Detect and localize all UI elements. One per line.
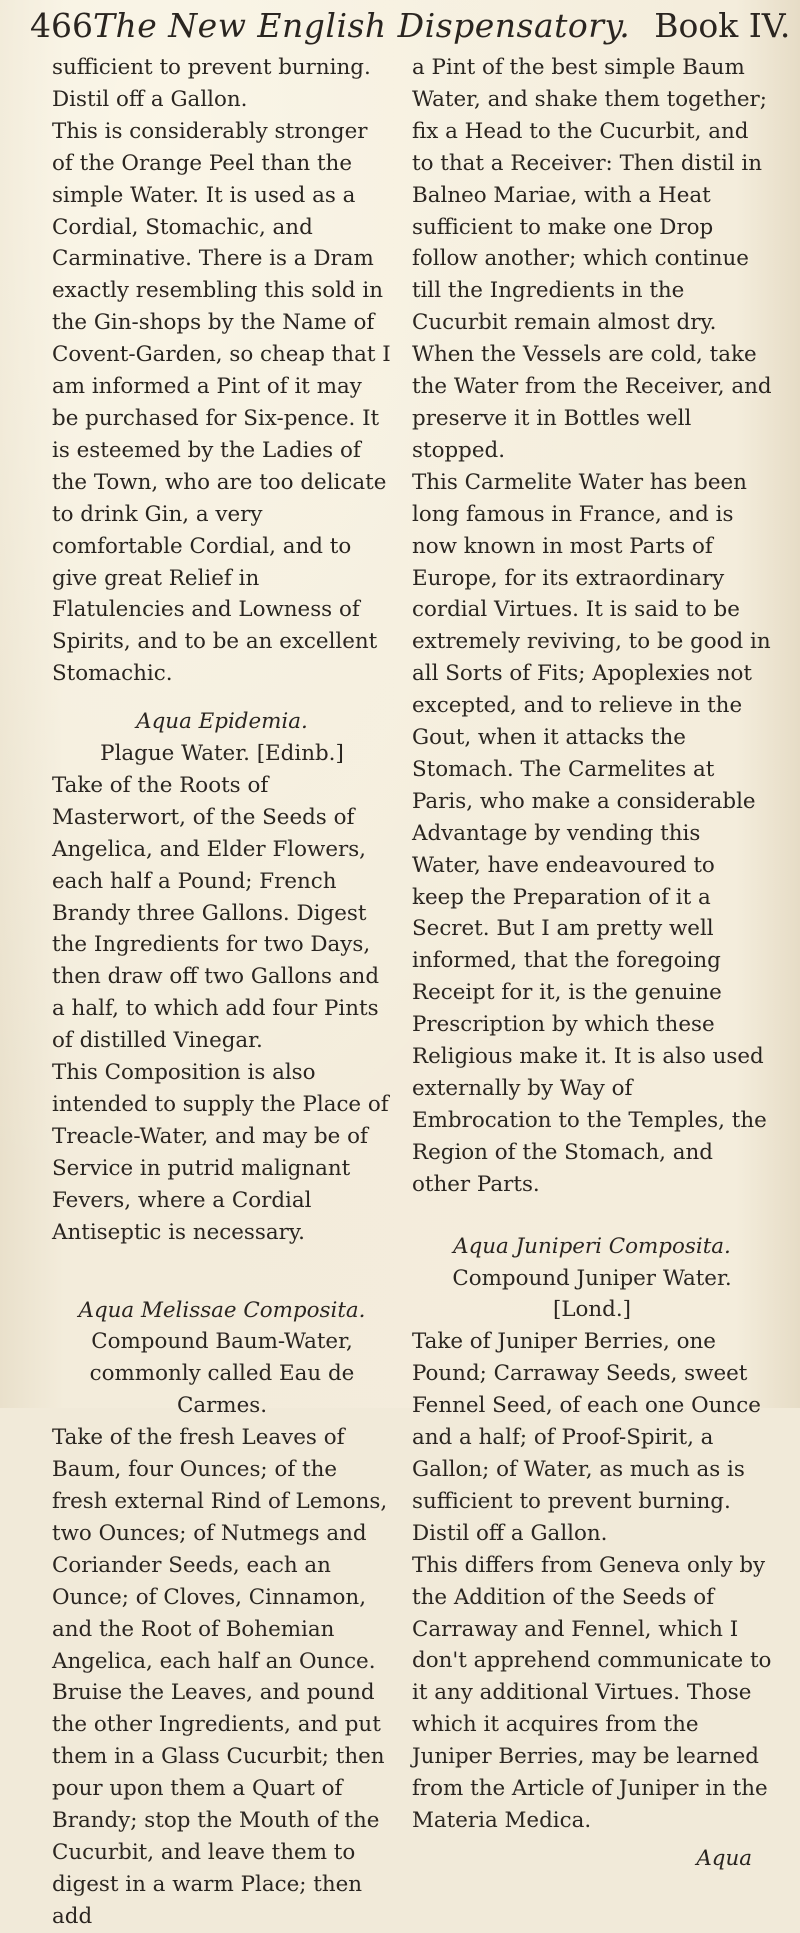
running-title: The New English Dispensatory. (93, 5, 631, 45)
section-heading: Aqua Juniperi Composita. (453, 1233, 731, 1259)
book-label: Book IV. (654, 5, 791, 45)
paragraph: This differs from Geneva only by the Addition of the Seeds of Carraway and Fennel, which I don't apprehend communicate to it any additional Virtues. Those which it acquires from the Juniper Berries, may be learned from the Article of Juniper in the Materia Medica. (412, 1552, 772, 1833)
paragraph: This is considerably stronger of the Orange Peel than the simple Water. It is used as a Cordial, Stomachic, and Carminative. There is a Dram exactly resembling this sold in the Gin-shops by the Name of Covent-Garden, so cheap that I am informed a Pint of it may be purchased for Six-pence. It is esteemed by the Ladies of the Town, who are too delicate to drink Gin, a very comfortable Cordial, and to give great Relief in Flatulencies and Lowness of Spirits, and to be an excellent Stomachic. (52, 118, 391, 687)
paragraph: Take of Juniper Berries, one Pound; Carraway Seeds, sweet Fennel Seed, of each one Ounce and a half; of Proof-Spirit, a Gallon; of Water, as much as is sufficient to prevent burning. Distil off a Gallon. (412, 1329, 761, 1546)
page-number: 466 (30, 5, 93, 45)
running-header (30, 0, 791, 50)
left-column (52, 52, 392, 1933)
paragraph: This Carmelite Water has been long famous in France, and is now known in most Parts of Europe, for its extraordinary cordial Virtues. It is said to be extremely reviving, to be good in all Sorts of Fits; Apoplexies not excepted, and to relieve in the Gout, when it attacks the Stomach. The Carmelites at Paris, who make a considerable Advantage by vending this Water, have endeavoured to keep the Preparation of it a Secret. But I am pretty well informed, that the foregoing Receipt for it, is the genuine Prescription by which these Religious make it. It is also used externally by Way of Embrocation to the Temples, the Region of the Stomach, and other Parts. (412, 469, 771, 1197)
right-column (412, 52, 772, 1875)
section-heading: Aqua Melissae Composita. (78, 1297, 366, 1323)
paragraph: a Pint of the best simple Baum Water, and shake them together; fix a Head to the Cucurbit, and to that a Receiver: Then distil in Balneo Mariae, with a Heat sufficient to make one Drop follow another; which continue till the Ingredients in the Cucurbit remain almost dry. When the Vessels are cold, take the Water from the Receiver, and preserve it in Bottles well stopped. (412, 55, 772, 463)
paragraph: Take of the fresh Leaves of Baum, four Ounces; of the fresh external Rind of Lemons, two Ounces; of Nutmegs and Coriander Seeds, each an Ounce; of Cloves, Cinnamon, and the Root of Bohemian Angelica, each half an Ounce. Bruise the Leaves, and pound the other Ingredients, and put them in a Glass Cucurbit; then pour upon them a Quart of Brandy; stop the Mouth of the Cucurbit, and leave them to digest in a warm Place; then add (52, 1425, 388, 1929)
paragraph: This Composition is also intended to supply the Place of Treacle-Water, and may be of Service in putrid malignant Fevers, where a Cordial Antiseptic is necessary. (52, 1060, 389, 1245)
paragraph: Take of the Roots of Masterwort, of the Seeds of Angelica, and Elder Flowers, each half a Pound; French Brandy three Gallons. Digest the Ingredients for two Days, then draw off two Gallons and a half, to which add four Pints of distilled Vinegar. (52, 772, 380, 1054)
section-heading: Aqua Epidemia. (136, 709, 308, 735)
paragraph: sufficient to prevent burning. Distil off a Gallon. (52, 55, 371, 112)
section-subheading: Plague Water. [Edinb.] (100, 741, 344, 767)
catchword: Aqua (696, 1845, 752, 1871)
section-subheading: Compound Juniper Water. [Lond.] (452, 1265, 732, 1323)
section-subheading: Compound Baum-Water, commonly called Eau de Carmes. (89, 1329, 355, 1419)
